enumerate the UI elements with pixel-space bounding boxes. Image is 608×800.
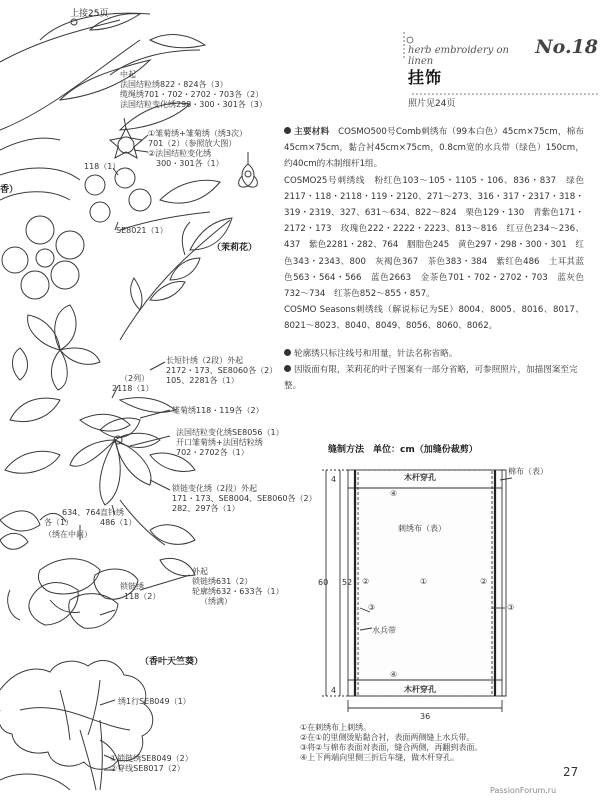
bullet-icon — [284, 127, 291, 134]
step-marker-1: ① — [420, 577, 428, 586]
dim-width: 36 — [420, 712, 431, 721]
annotation: 雏菊绣118・119各（2） — [172, 406, 264, 415]
annotation: 2172・173、SE8060各（2） — [166, 366, 278, 375]
step-marker-3-right: ③ — [507, 603, 515, 612]
annotation: 2118（1） — [112, 384, 154, 393]
annotation: ②穿线SE8017（2） — [110, 764, 185, 773]
geranium-label: （香叶天竺葵） — [140, 657, 204, 667]
annotation: ①锁链绣SE8049（2） — [110, 754, 193, 763]
continued-from-ref: 上接25页 — [70, 9, 109, 19]
project-number: No.18 — [535, 36, 598, 58]
note-1: 轮廓绣只标注线号和用量，针法名称省略。 — [294, 349, 458, 359]
dim-body: 52 — [342, 578, 353, 587]
geranium-flower — [8, 559, 138, 629]
bullet-icon — [284, 365, 291, 372]
geranium-leaf — [0, 660, 153, 769]
materials-line-2: COSMO25号刺绣线 粉红色103～105・1105・106、836・837 绿色2117・118・2118・119・2120、271～273、316・317・2317・318・319・2319、327、631～634、822～824 栗色129・130 青紫色171・2172・173 玫瑰色222・2222・2223、813～816 红豆色234～236、437 紫色2281・282、764 胭脂色245 黄色297・298・300・301 红色343・2343、800 灰褐色367 茶色383・384 紫红色486 土耳其蓝色563・564・566 蓝色2663 金茶色701・702・2702・703 蓝灰色732～734 红茶色852～855・857。 — [284, 175, 584, 300]
subtitle: herb embroidery on linen — [408, 45, 509, 67]
embroidery-fabric-label: 刺绣布（表） — [398, 524, 446, 533]
page-number: 27 — [563, 765, 579, 779]
rod-bottom-label: 木杆穿孔 — [404, 685, 436, 694]
annotation: 各（1） — [44, 518, 74, 527]
annotation: 绣1行SE8049（1） — [118, 697, 191, 706]
linen-label: 棉布（表） — [508, 467, 548, 476]
annotation: 486（1） — [100, 518, 137, 527]
sewing-title: 缝制方法 单位：cm（加缝份裁剪） — [328, 445, 478, 455]
annotation: 锁链变化绣（2段）外起 — [172, 484, 258, 493]
annotation: 长短针绣（2段）外起 — [166, 356, 244, 365]
annotation: ①雏菊绣+雏菊绣（绣3次） — [148, 129, 247, 138]
left-flower-cluster — [0, 305, 130, 531]
star-flower-motif — [110, 128, 142, 158]
step-marker-2-right: ② — [480, 577, 488, 586]
annotation: 开口雏菊绣+法国结粒绣 — [176, 438, 263, 447]
annotation: 外起 — [192, 567, 208, 576]
note-2: 因版面有限，茉莉花的叶子图案有一部分省略，可参照照片，加描图案至完整。 — [284, 365, 578, 392]
annotation: 锁链绣631（2） — [192, 577, 253, 586]
step-marker-4-bottom: ④ — [390, 670, 398, 679]
annotation: 634、764 — [62, 508, 101, 517]
dim-bottom: 4 — [331, 686, 337, 695]
dim-total: 60 — [318, 578, 329, 587]
watermark: PassionForum.ru — [490, 786, 557, 795]
jasmine-label: （茉莉花） — [212, 243, 258, 253]
dim-top: 4 — [331, 475, 337, 484]
annotation: SE8021（1） — [116, 226, 168, 235]
step-marker-2-left: ② — [362, 577, 370, 586]
annotation: （2列） — [120, 374, 150, 383]
annotation: 282、297各（1） — [172, 504, 240, 513]
sailor-tape-label: 水兵带 — [372, 626, 396, 635]
annotation: 300・301各（1） — [156, 159, 224, 168]
annotation: （绣在中间） — [44, 530, 92, 539]
sewing-step: ②在①的里侧烫贴黏合衬，表面两侧缝上水兵带。 — [300, 733, 475, 742]
materials-line-1: COSMO500号Comb刺绣布（99本白色）45cm×75cm，棉布45cm×75cm，黏合衬45cm×75cm，0.8cm宽的水兵带（绿色）150cm，约40cm的木制细杆1组。 — [284, 127, 584, 170]
annotation: 171・173、SE8004、SE8060各（2） — [172, 494, 317, 503]
annotation: 105、2281各（1） — [166, 376, 239, 385]
annotation: 118（2） — [124, 592, 161, 601]
annotation: 缆绳绣701・702・2702・703各（2） — [120, 90, 264, 99]
materials-heading: 主要材料 — [294, 127, 330, 137]
sewing-step: ④上下两端向里侧三折后车缝，做木杆穿孔。 — [300, 753, 460, 762]
project-title: 挂饰 — [408, 68, 443, 87]
rod-top-label: 木杆穿孔 — [404, 473, 436, 482]
annotation: 锁链绣 — [120, 582, 144, 591]
cut-off-label: 香） — [0, 185, 19, 195]
sewing-diagram — [322, 470, 515, 712]
annotation: 轮廓绣632・633各（1） — [192, 587, 284, 596]
annotation: 702・2702各（1） — [176, 448, 249, 457]
sewing-step: ①在刺绣布上刺绣。 — [300, 723, 372, 732]
annotation — [148, 139, 236, 149]
photo-ref: 照片见24页 — [408, 99, 456, 109]
title-block — [408, 36, 598, 109]
materials-line-3: COSMO Seasons刺绣线（解说标记为SE）8004、8005、8016、8017、8021～8023、8040、8049、8056、8060、8062。 — [284, 305, 584, 332]
annotation: 法国结粒绣822・824各（3） — [120, 80, 228, 89]
notes-section — [284, 346, 584, 395]
bullet-icon — [284, 349, 291, 356]
annotation: 中起 — [120, 70, 136, 79]
annotation: 法国结粒变化绣SE8056（1） — [176, 428, 284, 437]
annotation: ②法国结粒变化绣 — [148, 149, 212, 158]
annotation: 118（1） — [84, 162, 121, 171]
materials-section — [284, 124, 584, 335]
sewing-step: ③将②与棉布表面对表面，缝合两侧，再翻到表面。 — [300, 743, 483, 752]
step-marker-4-top: ④ — [390, 489, 398, 498]
annotation-part: 701（2）（参照放大图） — [148, 139, 237, 148]
annotation: （绣满） — [200, 597, 232, 606]
annotation: 法国结粒变化绣298・300・301各（3） — [120, 100, 267, 109]
annotation: 直针绣 — [100, 508, 124, 517]
enlarged-detail — [239, 152, 258, 187]
sewing-steps — [300, 723, 482, 763]
step-marker-3-left: ③ — [368, 603, 376, 612]
